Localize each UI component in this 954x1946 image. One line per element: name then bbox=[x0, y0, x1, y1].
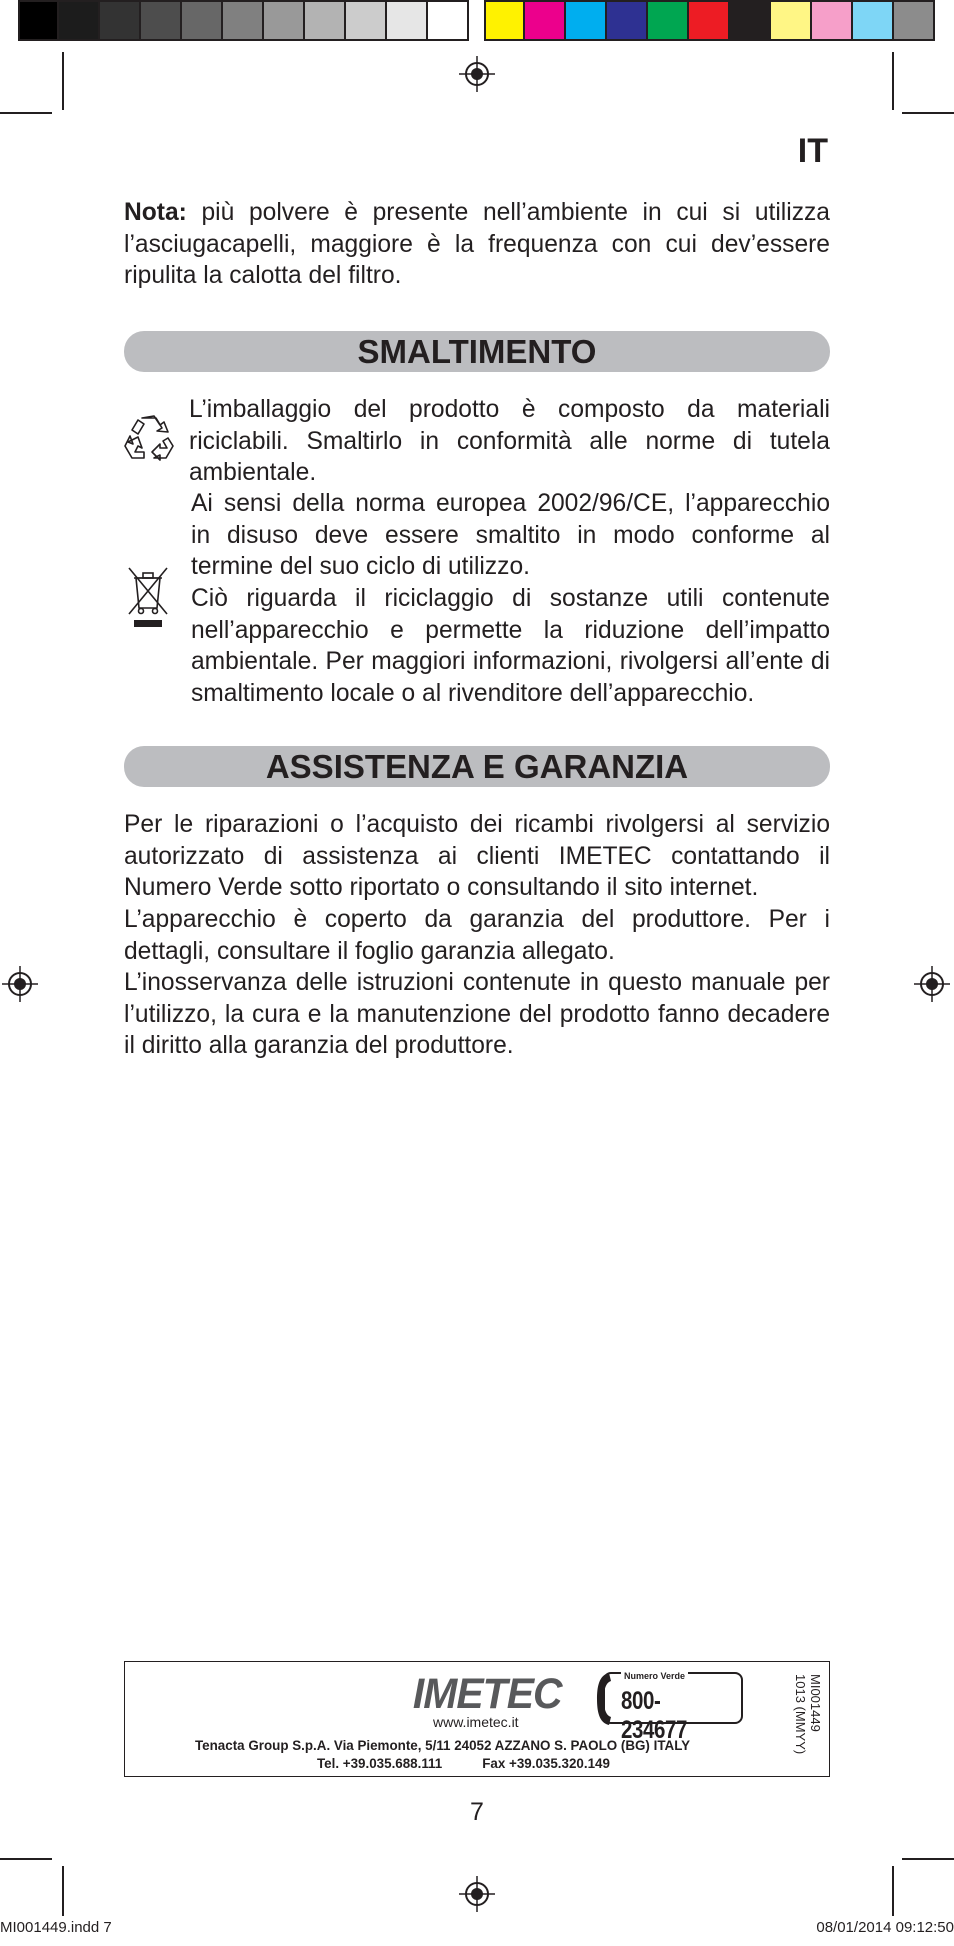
color-swatch bbox=[771, 0, 812, 41]
color-swatch bbox=[525, 0, 566, 41]
color-swatch bbox=[305, 0, 346, 41]
imetec-logo: IMETEC bbox=[412, 1670, 562, 1718]
company-contacts bbox=[317, 1756, 650, 1771]
document-code: MI001449 bbox=[808, 1674, 823, 1732]
slug-timestamp: 08/01/2014 09:12:50 bbox=[816, 1919, 954, 1936]
telephone: Tel. +39.035.688.111 bbox=[317, 1756, 443, 1771]
color-swatch bbox=[566, 0, 607, 41]
language-tag: IT bbox=[797, 132, 828, 170]
color-swatch bbox=[100, 0, 141, 41]
crop-mark-top-right-horizontal bbox=[902, 112, 954, 114]
color-swatch bbox=[648, 0, 689, 41]
phone-label: Numero Verde bbox=[621, 1671, 688, 1681]
toll-free-number-box bbox=[603, 1671, 743, 1744]
color-swatch bbox=[689, 0, 730, 41]
grayscale-color-bar bbox=[18, 0, 469, 41]
color-swatch bbox=[182, 0, 223, 41]
registration-mark-icon bbox=[459, 1876, 495, 1912]
color-swatch bbox=[346, 0, 387, 41]
warranty-voiding-paragraph: L’inosservanza delle istruzioni contenute in questo manuale per l’utilizzo, la cura e la manutenzione del prodotto fanno decadere il diritto alla garanzia del produttore. bbox=[124, 969, 830, 1060]
color-swatch bbox=[141, 0, 182, 41]
packaging-disposal-text: L’imballaggio del prodotto è composto da materiali riciclabili. Smaltirlo in conformità alle norme di tutela ambientale. bbox=[189, 396, 830, 487]
crop-mark-bottom-left-vertical bbox=[62, 1866, 64, 1916]
crop-mark-bottom-right-vertical bbox=[892, 1866, 894, 1916]
process-color-bar bbox=[484, 0, 935, 41]
registration-mark-icon bbox=[914, 966, 950, 1002]
date-code: 1013 (MMYY) bbox=[793, 1674, 808, 1755]
color-swatch bbox=[812, 0, 853, 41]
color-swatch bbox=[894, 0, 935, 41]
website-url: www.imetec.it bbox=[433, 1714, 519, 1730]
registration-mark-icon bbox=[459, 56, 495, 92]
phone-handset-icon bbox=[595, 1671, 615, 1727]
weee-directive-text: Ai sensi della norma europea 2002/96/CE, l’apparecchio in disuso deve essere smaltito in modo conforme al termine del suo ciclo di utilizzo. bbox=[191, 490, 830, 581]
crop-mark-top-right-vertical bbox=[892, 52, 894, 110]
color-swatch bbox=[428, 0, 469, 41]
note-text: più polvere è presente nell’ambiente in cui si utilizza l’asciugacapelli, maggiore è la frequenza con cui dev’essere ripulita la calotta del filtro. bbox=[124, 199, 830, 290]
crop-mark-bottom-left-horizontal bbox=[0, 1858, 52, 1860]
color-swatch bbox=[387, 0, 428, 41]
note-paragraph bbox=[124, 197, 830, 292]
section-heading-assistenza: ASSISTENZA E GARANZIA bbox=[124, 746, 830, 787]
warranty-paragraph: L’apparecchio è coperto da garanzia del produttore. Per i dettagli, consultare il foglio garanzia allegato. bbox=[124, 906, 830, 965]
company-address: Tenacta Group S.p.A. Via Piemonte, 5/11 24052 AZZANO S. PAOLO (BG) ITALY bbox=[195, 1738, 691, 1753]
document-codes bbox=[793, 1674, 823, 1754]
slug-file-info: MI001449.indd 7 bbox=[0, 1919, 112, 1936]
assistance-paragraph: Per le riparazioni o l’acquisto dei ricambi rivolgersi al servizio autorizzato di assistenza ai clienti IMETEC contattando il Numero Verde sotto riportato o consultando il sito internet. bbox=[124, 811, 830, 902]
crop-mark-bottom-right-horizontal bbox=[902, 1858, 954, 1860]
crop-mark-top-left-horizontal bbox=[0, 112, 52, 114]
color-swatch bbox=[59, 0, 100, 41]
color-swatch bbox=[223, 0, 264, 41]
crossed-bin-icon bbox=[126, 566, 170, 630]
section-heading-smaltimento: SMALTIMENTO bbox=[124, 331, 830, 372]
fax: Fax +39.035.320.149 bbox=[482, 1756, 610, 1771]
phone-number: 800-234677 bbox=[621, 1687, 687, 1744]
color-swatch bbox=[484, 0, 525, 41]
color-swatch bbox=[264, 0, 305, 41]
color-swatch bbox=[730, 0, 771, 41]
color-swatch bbox=[853, 0, 894, 41]
page-number: 7 bbox=[470, 1798, 484, 1826]
color-swatch bbox=[18, 0, 59, 41]
crop-mark-top-left-vertical bbox=[62, 52, 64, 110]
registration-mark-icon bbox=[2, 966, 38, 1002]
recycle-icon bbox=[124, 414, 174, 462]
weee-recycling-text: Ciò riguarda il riciclaggio di sostanze utili contenute nell’apparecchio e permette la riduzione dell’impatto ambientale. Per maggiori informazioni, rivolgersi all’ente di smaltimento locale o al rivenditore dell’apparecchio. bbox=[191, 585, 830, 707]
color-swatch bbox=[607, 0, 648, 41]
company-footer-box bbox=[124, 1661, 830, 1777]
note-label: Nota: bbox=[124, 199, 187, 226]
